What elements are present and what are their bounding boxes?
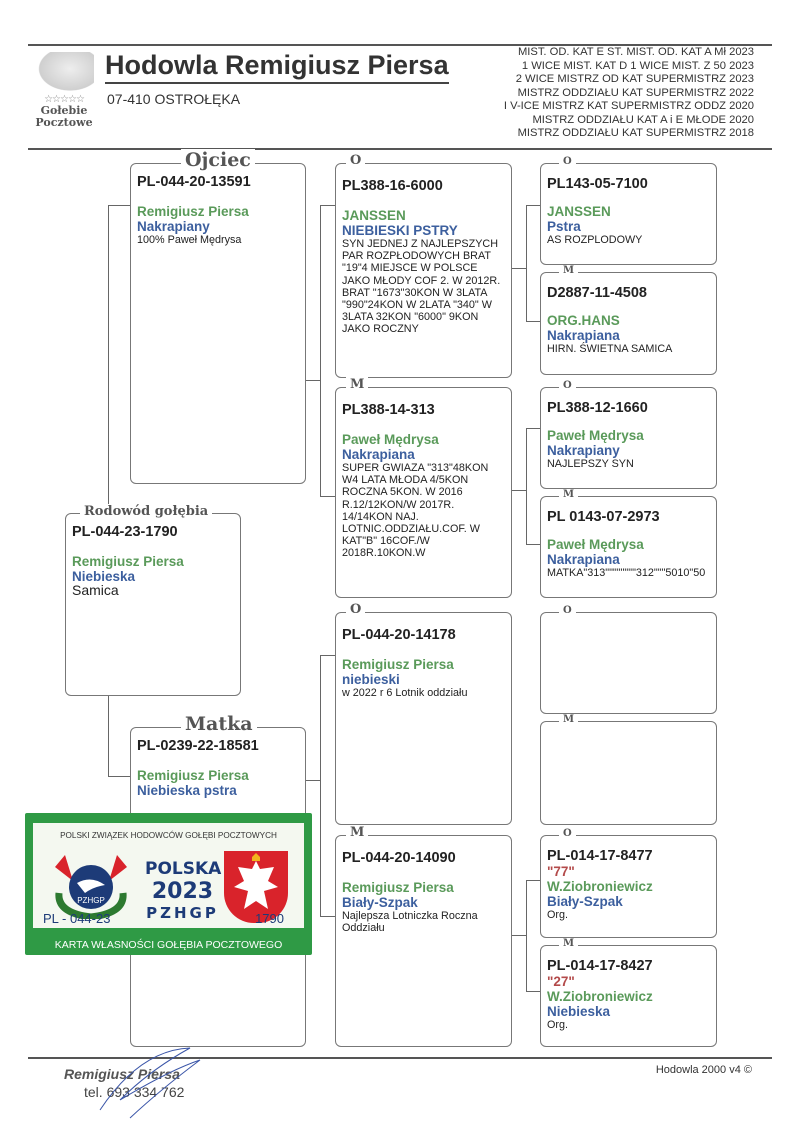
stars-icon: ☆☆☆☆☆ <box>44 94 84 105</box>
footer-name: Remigiusz Piersa <box>64 1066 180 1082</box>
achievement: MISTRZ ODDZIAŁU KAT SUPERMISTRZ 2018 <box>517 127 754 139</box>
feather-color: Nakrapiana <box>342 447 415 462</box>
connector <box>306 780 320 781</box>
box-label: M <box>346 377 368 392</box>
ring-number: PL-0239-22-18581 <box>137 738 259 754</box>
feather-color: Niebieska <box>547 1004 611 1019</box>
pedigree-box-mff <box>540 605 717 714</box>
breeder: ORG.HANS <box>547 313 620 328</box>
ring-number: PL388-14-313 <box>342 402 435 418</box>
pedigree-box-father <box>130 149 306 484</box>
pedigree-box-mfm <box>540 714 717 825</box>
city: 07-410 OSTROŁĘKA <box>107 91 241 107</box>
notes: w 2022 r 6 Lotnik oddziału <box>342 687 468 699</box>
box-label: O <box>559 156 576 167</box>
software-credit: Hodowla 2000 v4 © <box>655 1064 752 1076</box>
breeder: Remigiusz Piersa <box>342 657 454 672</box>
connector <box>526 205 541 322</box>
notes: Najlepsza Lotniczka Roczna Oddziału <box>342 910 478 935</box>
pedigree-box-fff <box>540 156 717 265</box>
connector <box>526 880 541 992</box>
notes: AS ROZPLODOWY <box>547 234 643 246</box>
feather-color: Nakrapiana <box>547 552 620 567</box>
achievements <box>504 46 754 141</box>
notes: SYN JEDNEJ Z NAJLEPSZYCH PAR ROZPŁODOWYCH BRAT "19"4 MIEJSCE W POLSCE JAKO MŁODY COF 2. W 2012R. BRAT "1673"30KON W 3LATA "990"24KON W 2LATA "340" W 3LATA 32KON "6000" 9KON JAKO ROCZNY <box>342 238 501 336</box>
nickname: "27" <box>547 974 575 989</box>
box-label: M <box>559 938 578 949</box>
box-label: O <box>346 602 365 617</box>
card-ring-number: 1790 <box>255 911 284 926</box>
connector <box>108 696 131 777</box>
card-title <box>145 859 220 922</box>
breeder: Paweł Mędrysa <box>547 428 644 443</box>
pedigree-box-ff <box>335 153 512 378</box>
ring-number: PL-044-23-1790 <box>72 524 178 540</box>
ring-number: PL-044-20-13591 <box>137 174 251 190</box>
pedigree-box-mmm <box>540 938 717 1047</box>
pzhgp-emblem-icon <box>51 853 131 919</box>
breeder: W.Ziobroniewicz <box>547 879 653 894</box>
card-footer: KARTA WŁASNOŚCI GOŁĘBIA POCZTOWEGO <box>54 939 283 951</box>
notes: SUPER GWIAZA "313"48KON W4 LATA MŁODA 4/5KON ROCZNA 5KON. W 2016 R.12/12KON/W 2017R. 14/14KON NAJ. LOTNIC.ODDZIAŁU.COF. W KAT"B" 16COF./W 2018R.10KON.W <box>342 462 489 560</box>
box-label: O <box>559 380 576 391</box>
connector <box>512 490 526 491</box>
achievement: MISTRZ ODDZIAŁU KAT A i E MŁODE 2020 <box>532 113 754 126</box>
page-title: Hodowla Remigiusz Piersa <box>105 50 449 84</box>
box-label: O <box>346 153 365 168</box>
card-header: POLSKI ZWIĄZEK HODOWCÓW GOŁĘBI POCZTOWYCH <box>60 831 277 840</box>
logo <box>26 52 102 144</box>
notes: 100% Paweł Mędrysa <box>137 234 242 246</box>
card-year: 2023 <box>151 879 214 904</box>
connector <box>306 380 320 381</box>
ring-number: PL-014-17-8427 <box>547 958 653 974</box>
ownership-card <box>25 813 312 955</box>
ring-number: PL388-12-1660 <box>547 400 648 416</box>
notes: HIRN. ŚWIETNA SAMICA <box>547 343 673 355</box>
ring-number: PL-044-20-14178 <box>342 627 456 643</box>
breeder: Remigiusz Piersa <box>137 204 249 219</box>
box-label: Rodowód gołębia <box>80 504 212 519</box>
feather-color: Pstra <box>547 219 581 234</box>
feather-color: Biały-Szpak <box>342 895 418 910</box>
feather-color: Nakrapiany <box>137 219 210 234</box>
ring-number: D2887-11-4508 <box>547 285 647 301</box>
notes: MATKA"313""""""""312"""5010"50 <box>547 567 706 579</box>
pedigree-box-ffm <box>540 265 717 375</box>
pedigree-box-fmm <box>540 489 717 598</box>
box-label: M <box>559 489 578 500</box>
card-ring-prefix: PL - 044-23 <box>43 911 111 926</box>
pedigree-box-fm <box>335 377 512 598</box>
sex: Samica <box>72 582 119 598</box>
notes: NAJLEPSZY SYN <box>547 458 634 470</box>
header-rule <box>28 148 772 150</box>
ring-number: PL143-05-7100 <box>547 176 648 192</box>
pigeon-logo-icon <box>34 52 94 94</box>
footer-phone: tel. 693 334 762 <box>84 1084 185 1100</box>
notes: Org. <box>547 1019 568 1031</box>
box-label: O <box>559 828 576 839</box>
nickname: "77" <box>547 864 575 879</box>
logo-text: Pocztowe <box>35 116 93 129</box>
ring-number: PL-014-17-8477 <box>547 848 653 864</box>
feather-color: niebieski <box>342 672 400 687</box>
logo-text: Gołebie <box>40 104 88 117</box>
connector <box>108 205 131 516</box>
pedigree-box-mm <box>335 825 512 1047</box>
breeder: Remigiusz Piersa <box>72 554 184 569</box>
breeder: Remigiusz Piersa <box>137 768 249 783</box>
pedigree-box-subject <box>65 504 241 696</box>
achievement: 1 WICE MIST. KAT D 1 WICE MIST. Z 50 2023 <box>521 59 754 72</box>
pedigree-box-fmf <box>540 380 717 489</box>
pedigree-box-mf <box>335 602 512 825</box>
signature-icon <box>80 1040 210 1120</box>
connector <box>512 935 526 936</box>
feather-color: Nakrapiany <box>547 443 620 458</box>
feather-color: Niebieska pstra <box>137 783 237 798</box>
notes: Org. <box>547 909 568 921</box>
breeder: JANSSEN <box>547 204 611 219</box>
box-label: M <box>559 714 578 725</box>
breeder: Paweł Mędrysa <box>342 432 439 447</box>
achievement: MISTRZ ODDZIAŁU KAT SUPERMISTRZ 2022 <box>517 86 754 99</box>
svg-text:PZHGP: PZHGP <box>77 896 105 905</box>
achievement: MIST. OD. KAT E ST. MIST. OD. KAT A Mł 2023 <box>517 46 754 58</box>
box-label: Ojciec <box>181 149 255 171</box>
feather-color: NIEBIESKI PSTRY <box>342 223 458 238</box>
breeder: Remigiusz Piersa <box>342 880 454 895</box>
breeder: Paweł Mędrysa <box>547 537 644 552</box>
card-org: PZHGP <box>146 904 219 922</box>
breeder: JANSSEN <box>342 208 406 223</box>
ring-number: PL388-16-6000 <box>342 178 443 194</box>
feather-color: Nakrapiana <box>547 328 620 343</box>
connector <box>512 268 526 269</box>
achievement: I V-ICE MISTRZ KAT SUPERMISTRZ ODDZ 2020 <box>503 100 754 112</box>
feather-color: Niebieska <box>72 569 136 584</box>
connector <box>526 428 541 545</box>
box-label: M <box>346 825 368 840</box>
feather-color: Biały-Szpak <box>547 894 623 909</box>
breeder: W.Ziobroniewicz <box>547 989 653 1004</box>
ring-number: PL 0143-07-2973 <box>547 509 660 525</box>
box-label: O <box>559 605 576 616</box>
card-country: POLSKA <box>145 859 222 879</box>
box-label: M <box>559 265 578 276</box>
ring-number: PL-044-20-14090 <box>342 850 456 866</box>
connector <box>320 205 336 497</box>
achievement: 2 WICE MISTRZ OD KAT SUPERMISTRZ 2023 <box>515 73 754 85</box>
pedigree-box-mmf <box>540 828 717 938</box>
box-label: Matka <box>181 713 257 735</box>
connector <box>320 655 336 917</box>
